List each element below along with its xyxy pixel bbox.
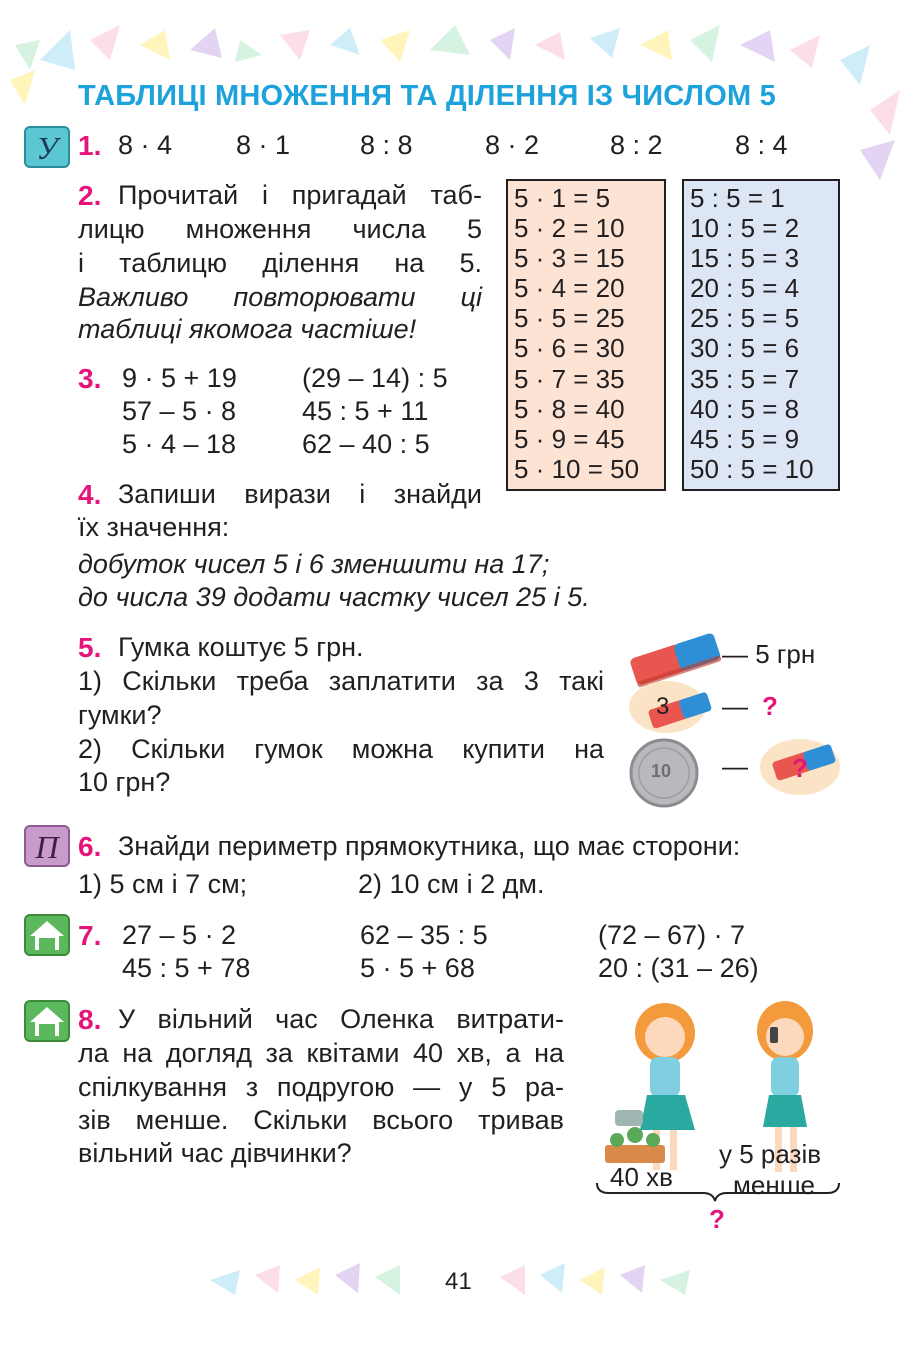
task-1-item: 8 : 8 [360, 130, 413, 160]
task-1-item: 8 · 4 [118, 130, 173, 160]
task-2-line: і таблицю ділення на 5. [78, 248, 482, 278]
task-8-line: ла на догляд за квітами 40 хв, а на [78, 1038, 564, 1068]
div-row: 20 : 5 = 4 [690, 273, 800, 304]
div-row: 30 : 5 = 6 [690, 333, 800, 364]
mult-row: 5 · 6 = 30 [514, 333, 625, 364]
mult-row: 5 · 9 = 45 [514, 423, 625, 454]
div-row: 15 : 5 = 3 [690, 243, 800, 274]
task-2-number: 2. [78, 180, 102, 211]
task-4-italic-line: до числа 39 додати частку чисел 25 і 5. [78, 582, 590, 612]
eraser-price-label: — 5 грн [722, 639, 816, 669]
div-row: 40 : 5 = 8 [690, 393, 800, 424]
mult-row: 5 · 5 = 25 [514, 303, 625, 334]
mult-row: 5 · 4 = 20 [514, 273, 625, 304]
page-title: ТАБЛИЦІ МНОЖЕННЯ ТА ДІЛЕННЯ ІЗ ЧИСЛОМ 5 [78, 80, 776, 112]
task-7-expr: (72 – 67) · 7 [598, 920, 746, 950]
pair-badge-letter: П [35, 829, 59, 865]
dash-label: — [722, 751, 748, 781]
mult-row: 5 · 3 = 15 [514, 243, 625, 274]
task-2-line: Прочитай і пригадай таб- [118, 180, 482, 210]
task-2-italic-line: таблиці якомога частіше! [78, 314, 417, 344]
task-5-question: 10 грн? [78, 767, 171, 797]
dash-label: — [722, 691, 748, 721]
task-5-line: Гумка коштує 5 грн. [118, 632, 364, 662]
task-1-item: 8 · 2 [485, 130, 540, 160]
div-row: 35 : 5 = 7 [690, 363, 800, 394]
task-2-italic-line: Важливо повторювати ці [78, 282, 482, 312]
mult-row: 5 · 1 = 5 [514, 183, 611, 213]
page-number: 41 [445, 1268, 472, 1295]
task-4-line: Запиши вирази і знайди [118, 479, 482, 509]
homework-badge-2 [24, 1000, 70, 1042]
ratio-label: у 5 разів [719, 1139, 822, 1169]
div-row: 45 : 5 = 9 [690, 423, 800, 454]
task-3-expr: 5 · 4 – 18 [122, 429, 237, 459]
multiplication-table [506, 179, 666, 491]
mult-row: 5 · 10 = 50 [514, 453, 640, 484]
mult-row: 5 · 2 = 10 [514, 213, 625, 244]
task-1-item: 8 · 1 [236, 130, 291, 160]
coin-value: 10 [651, 761, 672, 781]
task-3-expr: 57 – 5 · 8 [122, 396, 237, 426]
task-5-question: 2) Скільки гумок можна купити на [78, 734, 604, 764]
question-mark: ? [709, 1204, 725, 1234]
eraser-count-label: 3 [656, 693, 670, 720]
task-3-expr: 62 – 40 : 5 [302, 429, 430, 459]
home-icon [26, 916, 68, 954]
div-row: 25 : 5 = 5 [690, 303, 800, 334]
task-8-line: вільний час дівчинки? [78, 1138, 352, 1168]
oral-task-badge [24, 126, 70, 168]
task-3-expr: (29 – 14) : 5 [302, 363, 448, 393]
div-row: 50 : 5 = 10 [690, 453, 814, 484]
task-2-line: лицю множення числа 5 [78, 214, 482, 244]
task-8-number: 8. [78, 1004, 102, 1035]
homework-badge [24, 914, 70, 956]
task-7-expr: 45 : 5 + 78 [122, 953, 251, 983]
task-6-line: Знайди периметр прямокутника, що має сторони: [118, 831, 741, 861]
task-3-expr: 45 : 5 + 11 [302, 396, 429, 426]
task-5-question: гумки? [78, 700, 162, 730]
question-mark: ? [762, 691, 778, 721]
task-7-expr: 27 – 5 · 2 [122, 920, 237, 950]
division-table [682, 179, 840, 491]
task-4-line: їх значення: [78, 512, 230, 542]
mult-row: 5 · 8 = 40 [514, 393, 625, 424]
girl-watering-icon [605, 1003, 695, 1170]
task-7-expr: 5 · 5 + 68 [360, 953, 475, 983]
task-5-question: 1) Скільки треба заплатити за 3 такі [78, 666, 604, 696]
question-mark: ? [792, 753, 808, 783]
task-7-expr: 62 – 35 : 5 [360, 920, 488, 950]
task-8-line: спілкування з подругою — у 5 ра- [78, 1072, 564, 1102]
task-1-item: 8 : 4 [735, 130, 788, 160]
task-4-number: 4. [78, 479, 102, 510]
task-1-item: 8 : 2 [610, 130, 663, 160]
task-4-italic-line: добуток чисел 5 і 6 зменшити на 17; [78, 549, 550, 579]
div-row: 5 : 5 = 1 [690, 183, 785, 213]
task-7-number: 7. [78, 920, 102, 951]
oral-badge-letter: У [36, 130, 58, 166]
task-3-expr: 9 · 5 + 19 [122, 363, 237, 393]
task-7-expr: 20 : (31 – 26) [598, 953, 759, 983]
task-6-number: 6. [78, 831, 102, 862]
home-icon [26, 1002, 68, 1040]
div-row: 10 : 5 = 2 [690, 213, 800, 244]
ratio-label: менше [733, 1170, 816, 1200]
task-6-option: 2) 10 см і 2 дм. [358, 869, 545, 899]
task-5-number: 5. [78, 632, 102, 663]
task-3-number: 3. [78, 363, 102, 394]
mult-row: 5 · 7 = 35 [514, 363, 625, 394]
time-label: 40 хв [610, 1162, 673, 1192]
task-8-line: У вільний час Оленка витрати- [118, 1004, 564, 1034]
task-6-option: 1) 5 см і 7 см; [78, 869, 248, 899]
task-8-line: зів менше. Скільки всього тривав [78, 1105, 564, 1135]
eraser-icon [629, 632, 722, 688]
pair-work-badge [24, 825, 70, 867]
task-1-number: 1. [78, 130, 102, 161]
